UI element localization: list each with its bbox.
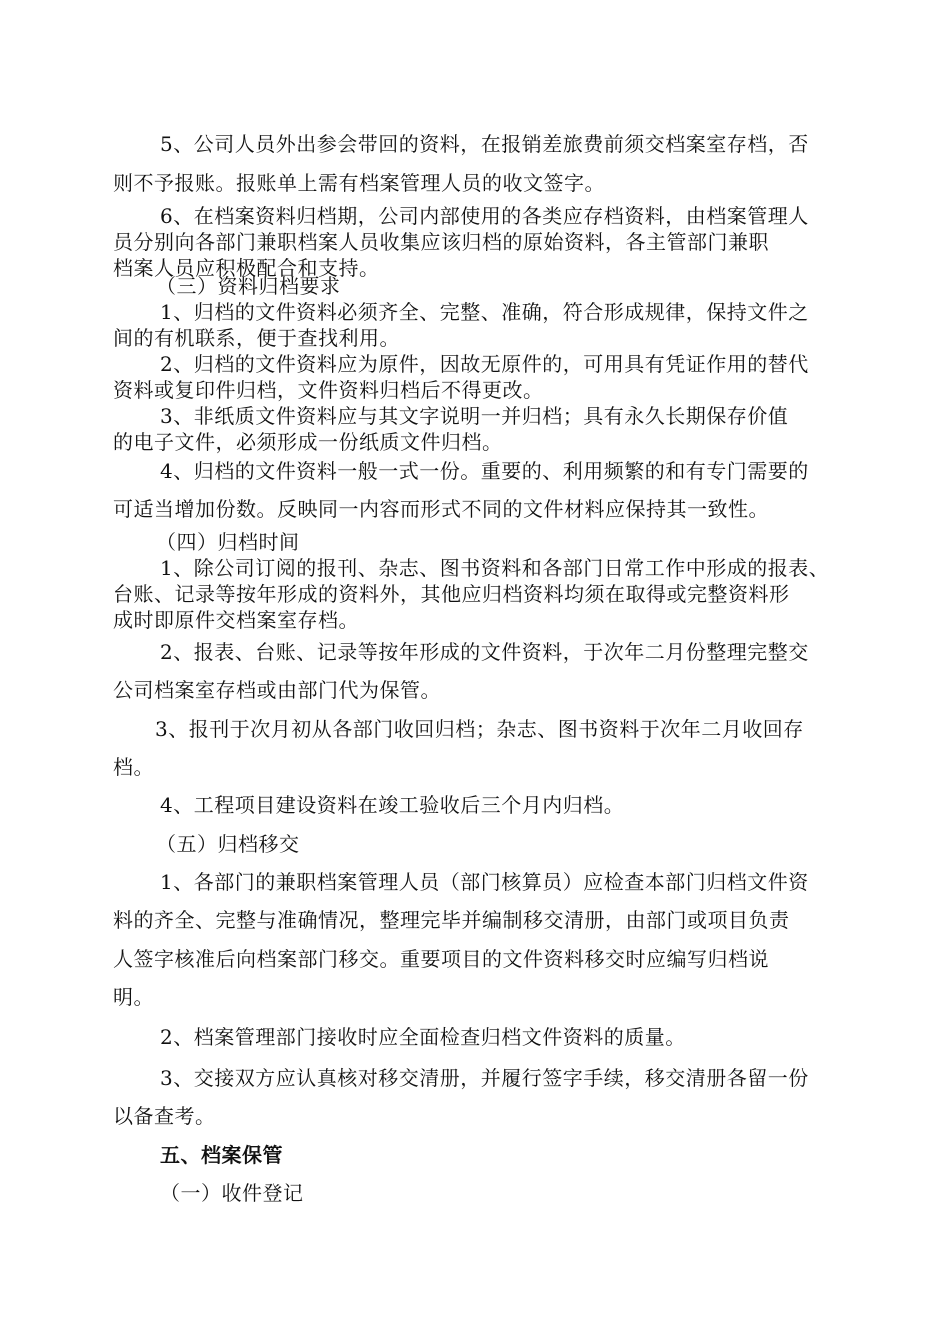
text-line: 2、报表、台账、记录等按年形成的文件资料，于次年二月份整理完整交	[160, 640, 809, 664]
text-line: 的电子文件，必须形成一份纸质文件归档。	[113, 430, 503, 454]
text-line: 人签字核准后向档案部门移交。重要项目的文件资料移交时应编写归档说	[113, 947, 769, 971]
text-line: 员分别向各部门兼职档案人员收集应该归档的原始资料，各主管部门兼职	[113, 230, 769, 254]
section-heading: （三）资料归档要求	[156, 274, 341, 298]
text-line: 2、归档的文件资料应为原件，因故无原件的，可用具有凭证作用的替代	[160, 352, 809, 376]
text-line: 成时即原件交档案室存档。	[113, 608, 359, 632]
text-line: 公司档案室存档或由部门代为保管。	[113, 678, 441, 702]
text-line: 可适当增加份数。反映同一内容而形式不同的文件材料应保持其一致性。	[113, 497, 769, 521]
text-line: 2、档案管理部门接收时应全面检查归档文件资料的质量。	[160, 1025, 686, 1049]
text-line: 1、除公司订阅的报刊、杂志、图书资料和各部门日常工作中形成的报表、	[160, 556, 830, 580]
text-line: 料的齐全、完整与准确情况，整理完毕并编制移交清册，由部门或项目负责	[113, 908, 790, 932]
section-heading: （五）归档移交	[156, 832, 300, 856]
text-line: 4、归档的文件资料一般一式一份。重要的、利用频繁的和有专门需要的	[160, 459, 809, 483]
text-line: 3、报刊于次月初从各部门收回归档；杂志、图书资料于次年二月收回存	[155, 717, 804, 741]
text-line: 以备查考。	[113, 1104, 216, 1128]
text-line: 间的有机联系，便于查找利用。	[113, 326, 400, 350]
text-line: 3、交接双方应认真核对移交清册，并履行签字手续，移交清册各留一份	[160, 1066, 809, 1090]
text-line: 1、各部门的兼职档案管理人员（部门核算员）应检查本部门归档文件资	[160, 870, 809, 894]
text-line: 3、非纸质文件资料应与其文字说明一并归档；具有永久长期保存价值	[160, 404, 789, 428]
section-heading: （四）归档时间	[156, 530, 300, 554]
text-line: 4、工程项目建设资料在竣工验收后三个月内归档。	[160, 793, 625, 817]
text-line: 1、归档的文件资料必须齐全、完整、准确，符合形成规律，保持文件之	[160, 300, 809, 324]
text-line: 台账、记录等按年形成的资料外，其他应归档资料均须在取得或完整资料形	[113, 582, 790, 606]
text-line: 档案人员应积极配合和支持。	[113, 256, 380, 280]
text-line: 明。	[113, 985, 154, 1009]
chapter-heading: 五、档案保管	[160, 1143, 283, 1167]
section-heading: （一）收件登记	[160, 1181, 304, 1205]
text-line: 5、公司人员外出参会带回的资料，在报销差旅费前须交档案室存档，否	[160, 132, 809, 156]
text-line: 资料或复印件归档，文件资料归档后不得更改。	[113, 378, 544, 402]
text-line: 则不予报账。报账单上需有档案管理人员的收文签字。	[113, 171, 605, 195]
text-line: 6、在档案资料归档期，公司内部使用的各类应存档资料，由档案管理人	[160, 204, 809, 228]
text-line: 档。	[113, 755, 154, 779]
